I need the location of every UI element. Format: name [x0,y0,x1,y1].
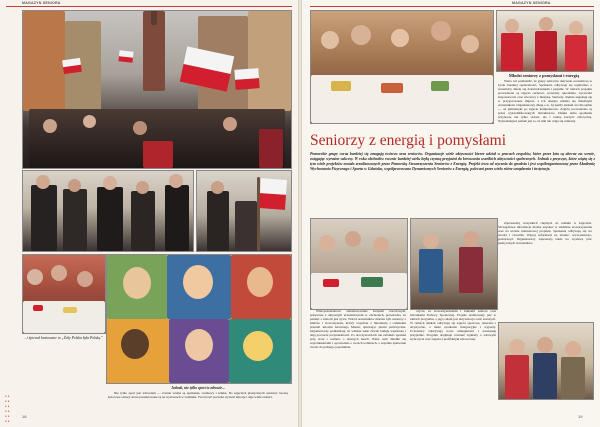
photo-dance [410,218,498,310]
page-number-left: 18 [22,414,27,419]
decorative-dots-left: •• •• •• •• •• •• [5,395,11,425]
photo-club-meeting [310,218,408,310]
photo-gathering [22,254,106,334]
photo-women-red [496,10,594,72]
right-page [302,0,600,427]
mid-column-text: czycie, ze stowarzyszeniami i klubami seniora oraz Ośrodkami Pomocy Społecznej. Projekt realizowany jest w ramach programu, a jego celem jest aktywizacja osób starszych. W ramach działań odbywają się zajęcia sportowe, taneczne i artystyczne, a także spotkania integracyjne i wyjazdy. Uczestnicy zdobywają nowe umiejętności i nawiązują przyjaźnie. Program obejmuje również wykłady o zdrowym stylu życia oraz zajęcia z profilaktyki zdrowotnej. [410,310,496,341]
photo-flag-bearer [196,170,292,252]
section-subhead: Młodzi seniorzy z pomysłami i energią [508,73,580,78]
photo-group-portrait [498,322,594,400]
photo-singers [22,170,194,252]
photo-dinner [310,10,494,124]
running-head-right: MAGAZYN SENIORA [512,1,551,5]
running-head-left: MAGAZYN SENIORA [22,1,61,5]
article-title: Seniorzy z energią i pomysłami [310,132,506,149]
left-column-text: Wielopokoleniowe zainteresowanie świętem narodowym, połączone z aktywnym uczestnictwem w obchodach, potwierdza, że pamięć o historii jest żywa. Wśród uczestników marszu byli seniorzy z klubów i stowarzyszeń, którzy wspólnie z młodzieżą i rodzinami przeszli ulicami Głównego Miasta, śpiewając pieśni patriotyczne. Organizatorzy podkreślają, że właśnie takie chwile budują wspólnotę i dają poczucie przynależności. Po uroczystościach nie zabrakło spotkań przy stole i rozmów o dawnych latach. Wiele osób dzieliło się wspomnieniami i opowiadało o swoich rodzinach, a wspólne śpiewanie trwało do późnego popołudnia. [310,310,406,349]
collage-caption: Jednak, nie tylko sport to zdrowie... [171,386,225,390]
page-number-right: 19 [578,414,583,419]
left-body-text-2: Nie tylko sport jest zdrowiem — równie ważne są spotkania, rozmowy i sztuka. Na zajęciach plastycznych seniorzy tworzą kolorowe obrazy, które prezentowane są na wystawach w Gdańsku. Twórczość pozwala wyrazić emocje i daje wiele radości. [108,392,288,399]
photo-independence-march [22,10,292,169]
left-page [0,0,298,427]
header-rule-right [310,6,594,7]
right-column-text-2: Zapraszamy wszystkich chętnych do udziału w zajęciach. Szczegółowe informacje można uzyskać w siedzibie stowarzyszenia oraz na stronie internetowej projektu. Spotkania odbywają się we wtorki i czwartki. Więcej informacji na stronie: www.seniorzy-pomorze.pl. Organizatorzy zapraszają także na wystawę prac plastycznych uczestników. [498,222,592,245]
header-rule [6,6,292,7]
right-column-text: Warto też podkreślić, że grupy seniorów aktywnie uczestniczą w życiu lokalnej społeczności. Spotkania odbywają się regularnie, a uczestnicy dzielą się doświadczeniem i pasjami. W ramach projektu prowadzone są zajęcia ruchowe, warsztaty rękodzieła, wycieczki krajoznawcze oraz wieczory z muzyką. Seniorzy chętnie angażują się w przygotowanie imprez, a ich energia udziela się młodszym uczestnikom. Organizatorzy dbają o to, by każdy znalazł coś dla siebie — od gimnastyki po zajęcia komputerowe. Zajęcia prowadzone są przez wykwalifikowanych instruktorów. Dzięki temu spotkania przynoszą nie tylko radość, ale i realną korzyść zdrowotną. Najważniejsze jednak jest to, że nikt nie czuje się samotny. [498,80,592,123]
photo-art-collage [106,254,292,384]
article-lead: Pomorskie grupy coraz bardziej się zmagają twórczo oraz seniorów. Organizacje wiele aktywności bierze udział w pracach zespołów, które przez lata są obecne na scenie, osiągając wyraźne sukcesy. W roku obchodów rocznic bardziej wielu będą czynną przyjaźni do kreowania wszelkich aktywności społecznych. Jednak z przyczyn, które wiążą się z tym wiele projektów zostało zrealizowanych przez Pomorską Stowarzyszenia Seniorów z Energią. Projekt trwa od stycznia do grudnia i jest współorganizowany przez Akademię Wychowania Fizycznego i Sportu w Gdańsku, współpracowano Dynamicznych Seniorów z Energią, polecani przez wielu różne urządzenia i instytucje. [310,152,595,172]
photo-caption: ...i śpiewał beatowane to „Żeby Polska była Polską.” [24,336,103,340]
